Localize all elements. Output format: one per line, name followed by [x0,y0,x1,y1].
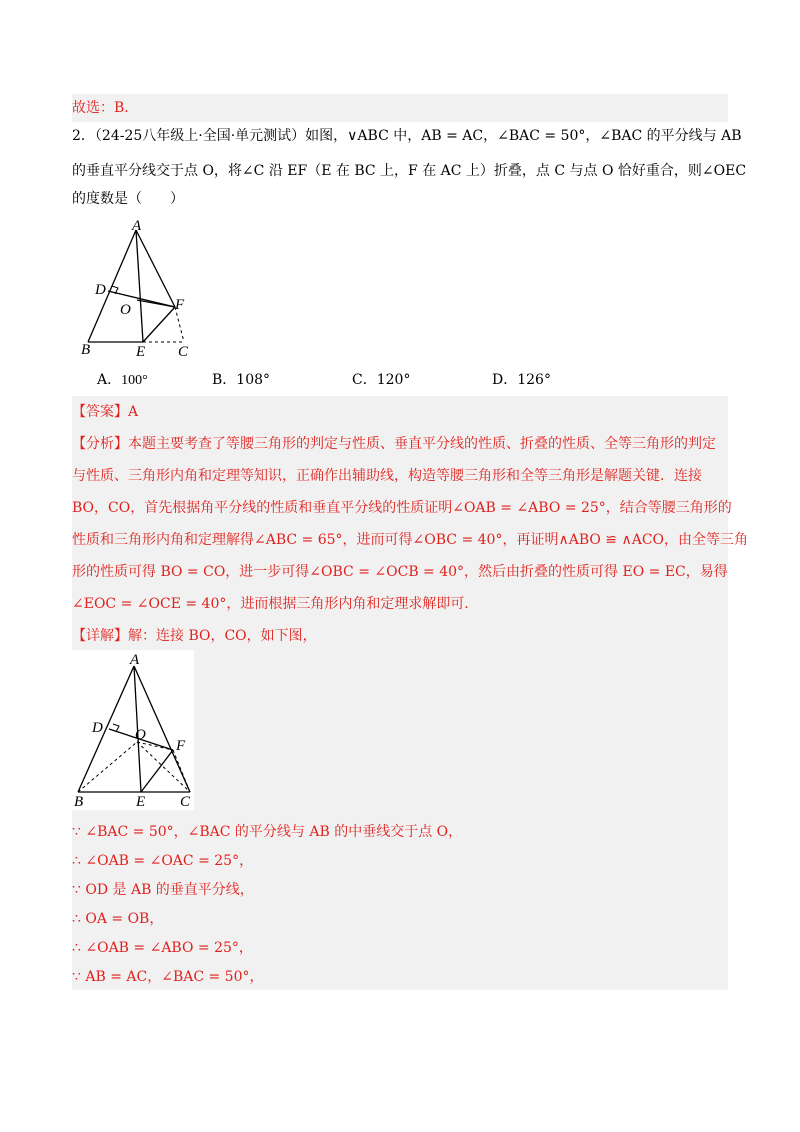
sol-label-o: O [135,727,146,743]
choice-c[interactable]: C．120° [352,372,411,388]
analysis-line-1: 【分析】本题主要考查了等腰三角形的判定与性质、垂直平分线的性质、折叠的性质、全等三角形的判定 [72,436,716,452]
solution-figure [72,650,196,810]
question-line-1: 2．（24-25八年级上·全国·单元测试）如图，∨ABC 中，AB = AC，∠BAC = 50°，∠BAC 的平分线与 AB [72,128,742,144]
analysis-line-5: 形的性质可得 BO = CO，进一步可得∠OBC = ∠OCB = 40°，然后由折叠的性质可得 EO = EC，易得 [72,564,728,580]
label-c: C [178,344,189,360]
sol-dashed-fc [173,750,190,792]
analysis-line-2: 与性质、三角形内角和定理等知识，正确作出辅助线，构造等腰三角形和全等三角形是解题关键．连接 [72,468,702,484]
choice-d[interactable]: D．126° [492,372,551,388]
label-a: A [132,218,142,234]
choice-a[interactable]: A．100° [97,372,148,388]
sol-label-f: F [176,738,186,754]
fold-line-ef [143,307,175,342]
segment-ae [136,230,143,342]
analysis-line-3: BO，CO，首先根据角平分线的性质和垂直平分线的性质证明∠OAB = ∠ABO = 25°，结合等腰三角形的 [72,500,732,516]
side-af [136,230,175,307]
sol-label-c: C [180,794,191,810]
sol-label-e: E [136,794,146,810]
detail-intro: 【详解】解：连接 BO，CO，如下图， [72,628,317,644]
analysis-line-6: ∠EOC = ∠OCE = 40°，进而根据三角形内角和定理求解即可． [72,596,479,612]
step-5: ∴ ∠OAB = ∠ABO = 25°， [72,940,253,956]
segment-of [137,300,175,307]
sol-side-ab [78,666,134,792]
step-6: ∵ AB = AC，∠BAC = 50°， [72,969,264,985]
analysis-line-4: 性质和三角形内角和定理解得∠ABC = 65°，进而可得∠OBC = 40°，再证明∧ABO ≌ ∧ACO，由全等三角 [72,532,749,548]
label-e: E [136,344,146,360]
question-line-2: 的垂直平分线交于点 O，将∠C 沿 EF（E 在 BC 上，F 在 AC 上）折叠，点 C 与点 O 恰好重合，则∠OEC [72,163,747,179]
label-d: D [95,282,106,298]
sol-label-a: A [130,652,140,668]
sol-label-b: B [74,794,84,810]
label-o: O [120,302,131,318]
question-line-3: 的度数是（ ） [72,191,184,207]
previous-answer: 故选：B． [72,94,728,122]
sol-dashed-bo [78,742,137,792]
question-figure [74,216,204,364]
step-1: ∵ ∠BAC = 50°，∠BAC 的平分线与 AB 的中垂线交于点 O， [72,824,463,840]
choice-b[interactable]: B．108° [212,372,271,388]
step-3: ∵ OD 是 AB 的垂直平分线， [72,882,254,898]
sol-label-d: D [92,720,103,736]
label-f: F [175,297,185,313]
answer-line: 【答案】A [72,404,139,420]
label-b: B [81,342,91,358]
step-4: ∴ OA = OB， [72,911,164,927]
step-2: ∴ ∠OAB = ∠OAC = 25°， [72,853,254,869]
